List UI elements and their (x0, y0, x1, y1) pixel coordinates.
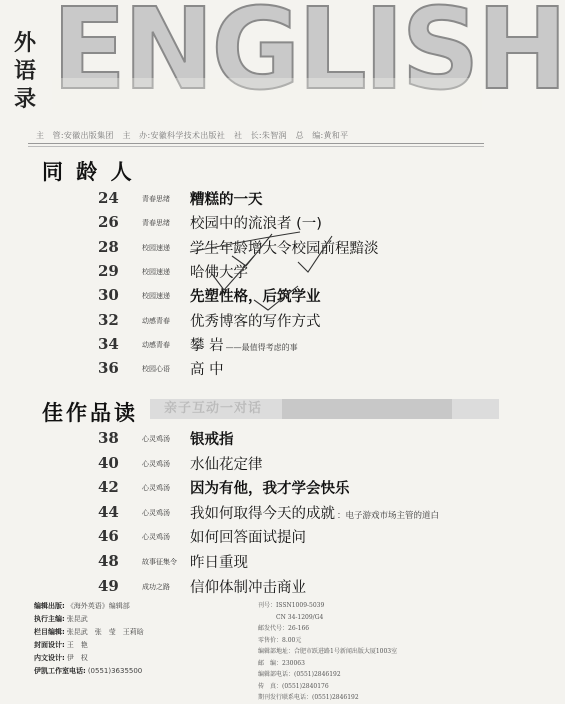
toc-page-number: 48 (98, 552, 119, 570)
credit-value: 《海外英语》编辑部 (66, 602, 130, 610)
toc-category: 动感青春 (142, 340, 170, 349)
toc-category: 校园心语 (142, 365, 170, 374)
credit-value: 伊 权 (66, 654, 88, 662)
toc-title-text: 昨日重现 (190, 555, 248, 571)
masthead (0, 0, 565, 120)
credit-label: 内文设计: (34, 654, 65, 662)
toc-category: 校园速递 (142, 267, 170, 276)
toc-title (190, 310, 321, 331)
toc-entry[interactable] (0, 259, 493, 283)
toc-title-text: 先塑性格，后筑学业 (190, 289, 321, 306)
toc-title-text: 信仰体制冲击商业 (190, 579, 306, 596)
publication-info-line: 编辑部电话：(0551)2846192 (258, 671, 341, 678)
credit-line (34, 626, 144, 639)
toc-title (190, 358, 224, 379)
toc-page-number: 38 (98, 429, 119, 447)
toc-title-text: 优秀博客的写作方式 (190, 313, 321, 330)
credit-value: 张昆武 (66, 615, 88, 623)
toc-page-number: 36 (98, 359, 119, 378)
credit-line (34, 652, 144, 665)
credit-label: 栏目编辑: (34, 628, 65, 636)
toc-title-text: 如何回答面试提问 (190, 530, 306, 547)
credit-line (34, 639, 144, 652)
masthead-english-title: ENGLISH (52, 0, 565, 115)
toc-title-text: 因为有他，我才学会快乐 (190, 481, 350, 498)
toc-title-text: 水仙花定律 (190, 456, 263, 473)
credit-label: 编辑出版: (34, 602, 65, 610)
publication-info-line: 刊号：ISSN1009-5039 (258, 602, 325, 609)
toc-entry[interactable] (0, 308, 493, 332)
publication-info-line: 传 真：(0551)2840176 (258, 682, 329, 690)
toc-page-number: 42 (98, 478, 119, 497)
toc-title (190, 502, 439, 523)
publisher-info-line (36, 130, 486, 141)
toc-category: 校园速递 (142, 243, 170, 252)
toc-category: 青春思绪 (142, 219, 170, 228)
toc-page-number: 49 (98, 576, 119, 595)
toc-page-number: 24 (98, 189, 119, 207)
toc-category: 动感青春 (142, 316, 170, 325)
toc-title-text: 糟糕的一天 (190, 192, 263, 208)
toc-category: 青春思绪 (142, 195, 170, 203)
toc-entry[interactable] (0, 283, 493, 307)
section-band-text: 亲子互动一对话 (164, 401, 263, 416)
toc-title (190, 551, 248, 572)
toc-page-number: 30 (98, 286, 119, 305)
toc-entry[interactable] (0, 426, 493, 450)
publication-info-block (258, 600, 397, 704)
info-sponsor: 主 办:安徽科学技术出版社 (122, 131, 226, 140)
toc-subtitle: ——最值得考虑的事 (225, 342, 298, 352)
toc-entry[interactable] (0, 210, 493, 234)
toc-page-number: 29 (98, 261, 119, 280)
credit-line (34, 665, 144, 678)
credits-block (34, 600, 144, 678)
section-title-peers: 同 龄 人 (42, 160, 135, 184)
toc-category: 心灵鸡汤 (142, 484, 170, 493)
toc-entry[interactable] (0, 235, 493, 259)
toc-page-number: 28 (98, 237, 119, 256)
toc-entry[interactable] (0, 524, 493, 548)
section-band (150, 399, 499, 419)
toc-title (190, 188, 263, 209)
toc-entry[interactable] (0, 549, 493, 573)
toc-title-text: 银戒指 (190, 432, 234, 448)
toc-title-text: 校园中的流浪者 (一) (190, 216, 322, 233)
toc-title (190, 334, 298, 355)
info-president: 社 长:朱智润 (234, 131, 287, 140)
toc-title (190, 453, 263, 474)
toc-title-text: 哈佛大学 (190, 264, 248, 281)
masthead-shade (52, 78, 482, 110)
credit-value: 张昆武 张 莹 王莉晗 (66, 628, 144, 636)
toc-entry[interactable] (0, 451, 493, 475)
toc-title (190, 237, 379, 258)
toc-entry[interactable] (0, 356, 493, 380)
toc-title (190, 285, 321, 306)
toc-page-number: 40 (98, 453, 119, 472)
divider-rule (28, 146, 484, 147)
masthead-cn-char-2: 语 (14, 58, 37, 84)
toc-page-number: 46 (98, 527, 119, 546)
toc-category: 心灵鸡汤 (142, 459, 170, 468)
toc-entry[interactable] (0, 475, 493, 499)
toc-entry[interactable] (0, 186, 493, 210)
toc-title-text: 我如何取得今天的成就 (190, 505, 335, 522)
toc-title-text: 高 中 (190, 362, 224, 379)
toc-title (190, 212, 322, 233)
publication-info-line: 邮 编：230063 (258, 659, 305, 667)
toc-entry[interactable] (0, 500, 493, 524)
credit-label: 执行主编: (34, 615, 65, 623)
info-editor-in-chief: 总 编:黄和平 (295, 131, 349, 140)
masthead-cn-char-3: 录 (14, 86, 37, 112)
credit-value: 王 艳 (66, 641, 88, 649)
toc-page-number: 32 (98, 310, 119, 329)
publication-info-line: 期刊发行联系电话：(0551)2846192 (258, 694, 359, 701)
publication-info-line: 零售价：8.00元 (258, 636, 302, 644)
toc-title (190, 576, 306, 597)
toc-title (190, 428, 234, 449)
toc-entry[interactable] (0, 332, 493, 356)
toc-page-number: 26 (98, 213, 119, 232)
toc-category: 心灵鸡汤 (142, 533, 170, 542)
toc-subtitle: ：电子游戏市场主管的道白 (337, 510, 440, 521)
publication-info-line: 编辑部地址：合肥市跃进路1号新闻出版大厦1003室 (258, 648, 398, 655)
toc-page-number: 34 (98, 334, 119, 353)
credit-value: (0551)3635500 (87, 667, 143, 675)
toc-entry[interactable] (0, 574, 493, 598)
toc-category: 校园速递 (142, 292, 170, 301)
toc-title (190, 261, 248, 282)
toc-title-text: 攀 岩 (190, 337, 224, 354)
publication-info-line: 邮发代号：26-166 (258, 625, 310, 632)
toc-title-text: 学生年龄增大令校园前程黯淡 (190, 240, 379, 257)
toc-title (190, 477, 350, 498)
masthead-cn-char-1: 外 (14, 30, 37, 56)
toc-title (190, 526, 306, 547)
credit-label: 封面设计: (34, 641, 65, 649)
publication-info-line: CN 34-1209/G4 (258, 613, 324, 621)
section-title-selected-reading: 佳作品读 (42, 401, 138, 425)
toc-category: 心灵鸡汤 (142, 508, 170, 517)
credit-line (34, 600, 144, 613)
toc-category: 故事征集令 (142, 558, 177, 566)
toc-category: 心灵鸡汤 (142, 435, 170, 443)
info-supervisor: 主 管:安徽出版集团 (36, 131, 114, 140)
credit-line (34, 613, 144, 626)
divider-rule (28, 143, 484, 144)
credit-label: 伊凯工作室电话: (34, 667, 86, 675)
toc-category: 成功之路 (142, 582, 170, 591)
toc-page-number: 44 (98, 502, 119, 521)
